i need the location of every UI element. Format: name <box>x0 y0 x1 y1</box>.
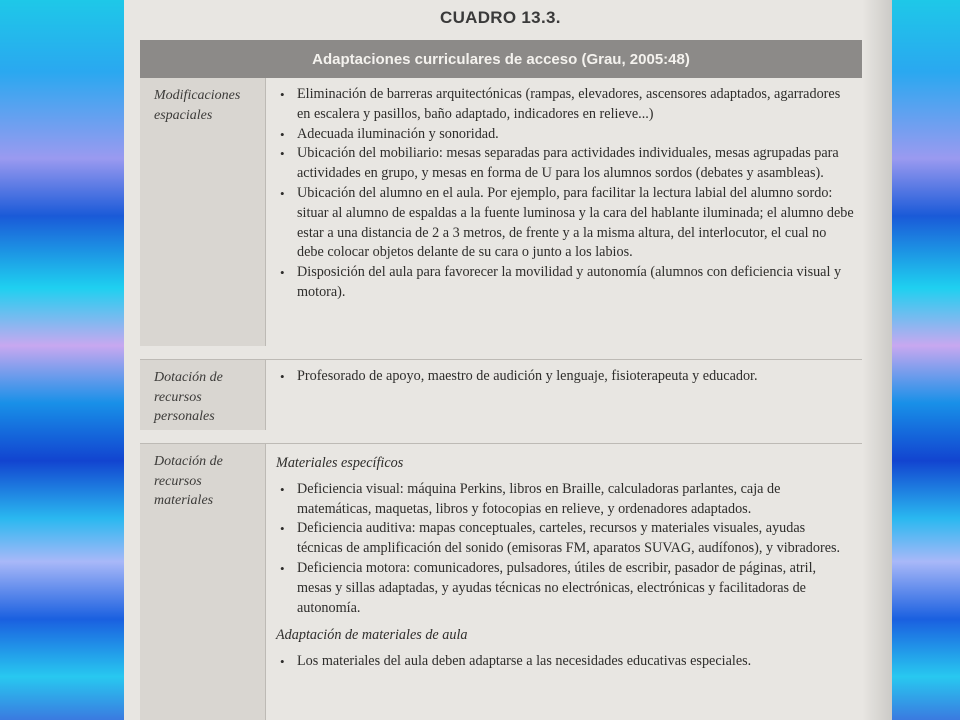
bullet-list <box>276 652 854 672</box>
list-item: • Los materiales del aula deben adaptarse a las necesidades educativas especiales. <box>276 652 854 672</box>
table-row <box>140 78 862 360</box>
list-item: • Ubicación del mobiliario: mesas separadas para actividades individuales, mesas agrupadas para actividades en grupo, y mesas en forma de U para los alumnos sordos (debates y asambleas). <box>276 144 854 184</box>
bullet-list <box>276 367 854 387</box>
list-item: • Profesorado de apoyo, maestro de audición y lenguaje, fisioterapeuta y educador. <box>276 367 854 387</box>
table-header: Adaptaciones curriculares de acceso (Grau, 2005:48) <box>140 40 862 78</box>
row-label-recursos-materiales: Dotación de recursos materiales <box>140 444 266 720</box>
subheading-adaptacion-materiales: Adaptación de materiales de aula <box>276 627 468 644</box>
subheading-materiales-especificos: Materiales específicos <box>276 455 404 471</box>
page-binding-shadow <box>862 0 892 720</box>
row-label-modificaciones: Modificaciones espaciales <box>140 78 266 346</box>
adaptations-table <box>140 40 862 720</box>
bullet-list <box>276 480 854 619</box>
scanned-page <box>124 0 892 720</box>
cuadro-title: CUADRO 13.3. <box>440 8 561 27</box>
list-item: • Ubicación del alumno en el aula. Por ejemplo, para facilitar la lectura labial del alumno sordo: situar al alumno de espaldas a la fuente luminosa y la cara del hablante iluminada; el alumno debe estar a una distancia de 2 a 3 metros, de frente y a la misma altura, del interlocutor, el cual no debe colocar objetos delante de su cara o junto a los labios. <box>276 184 854 263</box>
list-item: • Deficiencia motora: comunicadores, pulsadores, útiles de escribir, pasador de páginas, atril, mesas y sillas adaptadas, y ayudas técnicas no electrónicas, electrónicas y facilitadoras de autonomía. <box>276 559 854 618</box>
row-label-recursos-personales: Dotación de recursos personales <box>140 360 266 430</box>
table-row <box>140 444 862 720</box>
list-item: • Deficiencia visual: máquina Perkins, libros en Braille, calculadoras parlantes, caja de matemáticas, maquetas, libros y fotocopias en relieve, y ordenadores adaptados. <box>276 480 854 520</box>
table-row <box>140 360 862 444</box>
list-item: • Adecuada iluminación y sonoridad. <box>276 125 854 145</box>
list-item: • Disposición del aula para favorecer la movilidad y autonomía (alumnos con deficiencia visual y motora). <box>276 263 854 303</box>
list-item: • Eliminación de barreras arquitectónicas (rampas, elevadores, ascensores adaptados, agarradores en escalera y pasillos, baño adaptado, indicadores en relieve...) <box>276 85 854 125</box>
row-content-recursos-materiales <box>266 444 862 720</box>
row-content-recursos-personales <box>266 360 862 443</box>
row-content-modificaciones <box>266 78 862 359</box>
bullet-list <box>276 85 854 303</box>
list-item: • Deficiencia auditiva: mapas conceptuales, carteles, recursos y materiales visuales, ayudas técnicas de amplificación del sonido (emisoras FM, aparatos SUVAG, audífonos), y vibradores. <box>276 519 854 559</box>
